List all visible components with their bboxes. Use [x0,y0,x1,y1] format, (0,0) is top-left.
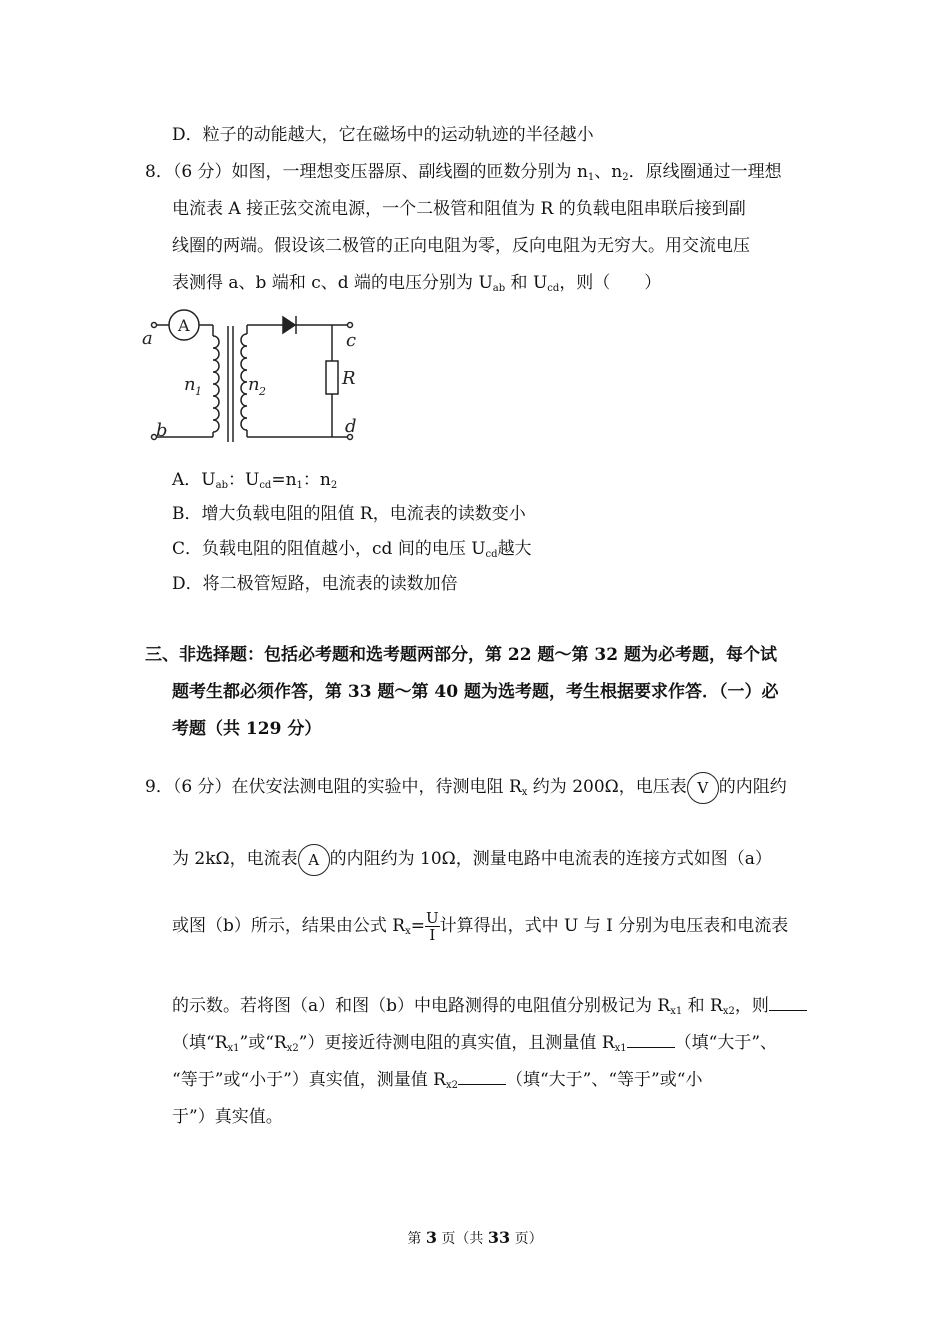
q9-text: （填“R [172,1033,228,1053]
sub-cd: cd [485,549,498,560]
label-R: R [342,368,356,389]
sub-ab: ab [492,283,506,294]
q9-text: 计算得出，式中 U 与 I 分别为电压表和电流表 [439,916,789,936]
q9-text: 约为 200Ω，电压表 [527,777,687,797]
q8-stem-line3 [172,234,750,258]
q7-option-d [172,123,594,147]
q8-option-a-text: ：U [227,470,260,490]
q9-text: 的内阻约为 10Ω，测量电路中电流表的连接方式如图（a） [329,849,772,869]
q8-text: 线圈的两端。假设该二极管的正向电阻为零，反向电阻为无穷大。用交流电压 [172,236,750,256]
q9-line3 [172,908,788,944]
terminal-a [152,323,157,328]
q9-text: 于”）真实值。 [172,1107,283,1127]
label-c: c [346,330,357,351]
q8-stem-line4 [172,271,661,295]
sub-2: 2 [622,172,629,183]
q9-text: 的示数。若将图（a）和图（b）中电路测得的电阻值分别极记为 R [172,996,671,1016]
label-n1-sub: 1 [195,385,202,398]
transformer-circuit-figure [140,306,380,446]
resistor-symbol [326,361,338,394]
q8-option-c-text: C．负载电阻的阻值越小，cd 间的电压 U [172,539,486,559]
q9-text: 为 2kΩ，电流表 [172,849,298,869]
sub-x1: x1 [670,1006,683,1017]
sub-2: 2 [330,480,338,491]
sub-1: 1 [587,172,595,183]
ammeter-symbol: A [298,844,330,876]
q8-text: ．原线圈通过一理想 [628,162,782,182]
sub-x1: x1 [227,1043,240,1054]
footer-text: 第 [407,1231,426,1247]
section3-heading-line2 [172,680,779,704]
q7-option-d-text: D．粒子的动能越大，它在磁场中的运动轨迹的半径越小 [172,125,594,145]
q8-option-d-text: D．将二极管短路，电流表的读数加倍 [172,574,458,594]
q8-text: 和 U [505,273,548,293]
sub-cd: cd [547,283,560,294]
section3-text: 三、非选择题：包括必考题和选考题两部分，第 22 题～第 32 题为必考题，每个试 [145,645,777,665]
secondary-coil [241,334,247,430]
sub-x2: x2 [445,1080,458,1091]
answer-blank-3[interactable] [458,1068,506,1085]
q8-option-b [172,502,526,526]
q9-text: （填“大于”、 [674,1033,778,1053]
q8-text: 如图，一理想变压器原、副线圈的匝数分别为 n [231,162,588,182]
q8-text: 、n [594,162,623,182]
sub-x1: x1 [614,1043,627,1054]
sub-x2: x2 [286,1043,299,1054]
q8-text: ，则（ ） [559,273,662,293]
section3-heading-line3 [172,717,321,741]
q8-score: （6 分） [172,162,232,182]
label-n1: n [184,374,196,395]
q8-option-c-text: 越大 [497,539,532,559]
q8-option-a-text: A．U [172,470,216,490]
q9-line4 [172,994,807,1018]
section3-text: 考题（共 129 分） [172,719,322,739]
label-a: a [142,328,153,349]
label-d: d [345,416,357,437]
page-number: 3 [425,1228,437,1247]
q9-text: （填“大于”、“等于”或“小 [505,1070,703,1090]
sub-x2: x2 [722,1006,735,1017]
q8-text: 表测得 a、b 端和 c、d 端的电压分别为 U [172,273,493,293]
q8-option-a [172,468,337,492]
sub-x: x [521,787,528,798]
q8-option-d [172,572,458,596]
section3-heading-line1 [145,643,777,667]
q9-text: ”）更接近待测电阻的真实值，且测量值 R [298,1033,615,1053]
q9-line5 [172,1031,777,1055]
sub-ab: ab [215,480,228,491]
terminal-c [348,323,353,328]
q8-text: 电流表 A 接正弦交流电源，一个二极管和阻值为 R 的负载电阻串联后接到副 [172,199,746,219]
sub-1: 1 [296,480,303,491]
fraction-u-over-i [425,910,440,943]
q8-number: 8． [145,162,173,182]
q8-stem-line1 [145,160,782,184]
page-footer [0,1228,950,1248]
q9-line7 [172,1105,283,1129]
label-b: b [156,420,168,441]
q9-text: = [410,916,425,936]
q8-option-a-text: ：n [302,470,331,490]
q9-text: 9．（6 分）在伏安法测电阻的实验中，待测电阻 R [145,777,522,797]
footer-text: 页） [510,1231,543,1247]
q9-line2 [172,842,772,876]
primary-coil [213,336,219,432]
q9-line6 [172,1068,702,1092]
label-n2-sub: 2 [259,385,266,398]
diode-symbol [283,317,295,333]
q9-text: 或图（b）所示，结果由公式 R [172,916,406,936]
page-total: 33 [487,1228,511,1247]
fraction-numerator: U [425,909,439,927]
q9-text: 和 R [682,996,723,1016]
answer-blank-1[interactable] [769,994,807,1011]
q8-stem-line2 [172,197,746,221]
sub-cd: cd [259,480,272,491]
sub-x: x [405,926,411,937]
q9-text: ，则 [734,996,769,1016]
label-n2: n [248,374,260,395]
q9-line1 [145,770,787,804]
fraction-denominator: I [429,926,436,944]
answer-blank-2[interactable] [627,1031,675,1048]
q9-text: ”或“R [239,1033,287,1053]
q9-text: 的内阻约 [718,777,787,797]
q8-option-b-text: B．增大负载电阻的阻值 R，电流表的读数变小 [172,504,526,524]
label-ammeter-A: A [178,316,190,335]
voltmeter-symbol: V [687,772,719,804]
q9-text: “等于”或“小于”）真实值，测量值 R [172,1070,446,1090]
q8-option-c [172,537,532,561]
q8-option-a-text: =n [271,470,297,490]
section3-text: 题考生都必须作答，第 33 题～第 40 题为选考题，考生根据要求作答．（一）必 [172,682,779,702]
footer-text: 页（共 [436,1231,488,1247]
